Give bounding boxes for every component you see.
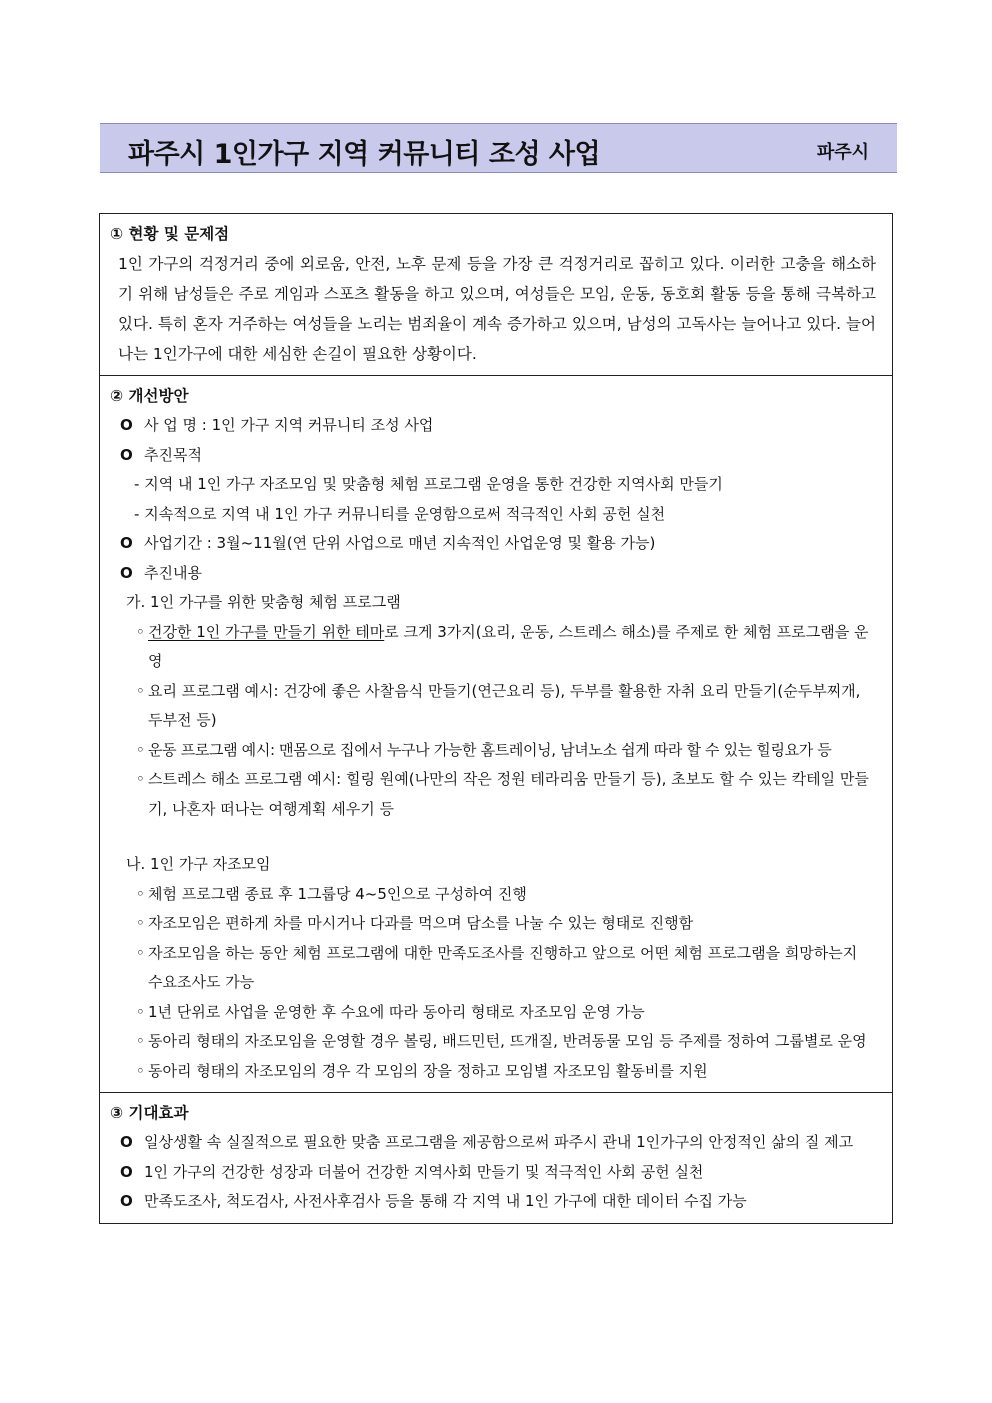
list-item: [110, 1187, 876, 1217]
item-text: 동아리 형태의 자조모임을 운영할 경우 볼링, 배드민턴, 뜨개질, 반려동물 모임 등 주제를 정하여 그룹별로 운영: [148, 1032, 867, 1050]
page-title: 파주시 1인가구 지역 커뮤니티 조성 사업: [128, 139, 601, 170]
dot-marker: ◦: [136, 740, 145, 759]
bullet-marker: O: [120, 563, 133, 582]
list-item: [110, 998, 876, 1028]
title-bar: [100, 123, 897, 173]
item-text: 요리 프로그램 예시: 건강에 좋은 사찰음식 만들기(연근요리 등), 두부를 활용한 자취 요리 만들기(순두부찌개, 두부전 등): [148, 681, 861, 729]
subsection-title: 가. 1인 가구를 위한 맞춤형 체험 프로그램: [126, 593, 401, 611]
list-item: [110, 618, 876, 677]
item-text: 스트레스 해소 프로그램 예시: 힐링 원예(나만의 작은 정원 테라리움 만들기 등), 초보도 할 수 있는 칵테일 만들기, 나혼자 떠나는 여행계획 세우기 등: [148, 770, 869, 818]
bullet-marker: O: [120, 534, 133, 552]
dot-marker: ◦: [136, 1032, 145, 1050]
status-paragraph: 1인 가구의 걱정거리 중에 외로움, 안전, 노후 문제 등을 가장 큰 걱정거리로 꼽히고 있다. 이러한 고충을 해소하기 위해 남성들은 주로 게임과 스포츠 활동을 하고 있으며, 여성들은 모임, 운동, 동호회 활동 등을 통해 극복하고 있다. 특히 혼자 거주하는 여성들을 노리는 범죄율이 계속 증가하고 있으며, 남성의 고독사는 늘어나고 있다. 늘어나는 1인가구에 대한 세심한 손길이 필요한 상황이다.: [118, 255, 876, 363]
subsection-title: 나. 1인 가구 자조모임: [126, 855, 271, 873]
section-heading: ③ 기대효과: [110, 1104, 189, 1122]
list-item: [110, 441, 876, 471]
list-item: [110, 500, 876, 530]
dot-marker: ◦: [136, 914, 145, 932]
list-item: [110, 939, 876, 998]
project-name: 사 업 명 : 1인 가구 지역 커뮤니티 조성 사업: [144, 416, 434, 434]
item-text: 운동 프로그램 예시: 맨몸으로 집에서 누구나 가능한 홈트레이닝, 남녀노소 쉽게 따라 할 수 있는 힐링요가 등: [148, 740, 832, 759]
list-item: [110, 736, 876, 766]
section-heading: ① 현황 및 문제점: [110, 225, 230, 243]
dot-marker: ◦: [136, 622, 145, 641]
item-text: 동아리 형태의 자조모임의 경우 각 모임의 장을 정하고 모임별 자조모임 활동비를 지원: [148, 1061, 708, 1080]
underlined-text: 건강한 1인 가구를 만들기 위한 테마: [148, 622, 385, 641]
content-label: 추진내용: [144, 563, 202, 582]
list-item: [110, 909, 876, 939]
section-status: [100, 214, 892, 375]
list-item: [110, 559, 876, 589]
bullet-marker: O: [120, 1192, 133, 1210]
dash-marker: -: [134, 504, 140, 523]
effect-text: 만족도조사, 척도검사, 사전사후검사 등을 통해 각 지역 내 1인 가구에 대한 데이터 수집 가능: [144, 1192, 747, 1210]
list-item: [110, 677, 876, 736]
purpose-label: 추진목적: [144, 445, 202, 464]
dot-marker: ◦: [136, 681, 145, 700]
dot-marker: ◦: [136, 1002, 145, 1021]
list-item: [110, 1057, 876, 1087]
item-text: 체험 프로그램 종료 후 1그룹당 4~5인으로 구성하여 진행: [148, 884, 527, 903]
item-text: 로 크게 3가지(요리, 운동, 스트레스 해소)를 주제로 한 체험 프로그램을 운영: [148, 622, 869, 670]
list-item: [110, 470, 876, 500]
list-item: [110, 765, 876, 824]
dash-marker: -: [134, 475, 140, 493]
bullet-marker: O: [120, 1162, 133, 1181]
section-effects: [100, 1092, 892, 1223]
item-text: 자조모임을 하는 동안 체험 프로그램에 대한 만족도조사를 진행하고 앞으로 어떤 체험 프로그램을 희망하는지 수요조사도 가능: [148, 943, 858, 991]
bullet-marker: O: [120, 445, 133, 464]
item-text: 자조모임은 편하게 차를 마시거나 다과를 먹으며 담소를 나눌 수 있는 형태로 진행함: [148, 914, 694, 932]
effect-text: 일상생활 속 실질적으로 필요한 맞춤 프로그램을 제공함으로써 파주시 관내 1인가구의 안정적인 삶의 질 제고: [144, 1133, 854, 1151]
list-item: [110, 1128, 876, 1158]
purpose-text: 지역 내 1인 가구 자조모임 및 맞춤형 체험 프로그램 운영을 통한 건강한 지역사회 만들기: [144, 475, 723, 493]
purpose-text: 지속적으로 지역 내 1인 가구 커뮤니티를 운영함으로써 적극적인 사회 공헌 실천: [144, 504, 666, 523]
bullet-marker: O: [120, 1133, 133, 1151]
dot-marker: ◦: [136, 1061, 145, 1080]
content-box: [99, 213, 893, 1224]
section-heading: ② 개선방안: [110, 387, 189, 405]
item-text: 1년 단위로 사업을 운영한 후 수요에 따라 동아리 형태로 자조모임 운영 가능: [148, 1002, 645, 1021]
project-period: 사업기간 : 3월~11월(연 단위 사업으로 매년 지속적인 사업운영 및 활용 가능): [144, 534, 656, 552]
dot-marker: ◦: [136, 770, 145, 788]
organization-label: 파주시: [816, 142, 869, 163]
dot-marker: ◦: [136, 943, 145, 962]
effect-text: 1인 가구의 건강한 성장과 더불어 건강한 지역사회 만들기 및 적극적인 사회 공헌 실천: [144, 1162, 704, 1181]
section-improvement: [100, 375, 892, 1092]
spacer: [110, 824, 876, 850]
list-item: [110, 1158, 876, 1188]
list-item: [110, 529, 876, 559]
bullet-marker: O: [120, 416, 133, 434]
list-item: [110, 880, 876, 910]
list-item: [110, 1027, 876, 1057]
list-item: [110, 411, 876, 441]
dot-marker: ◦: [136, 884, 145, 903]
